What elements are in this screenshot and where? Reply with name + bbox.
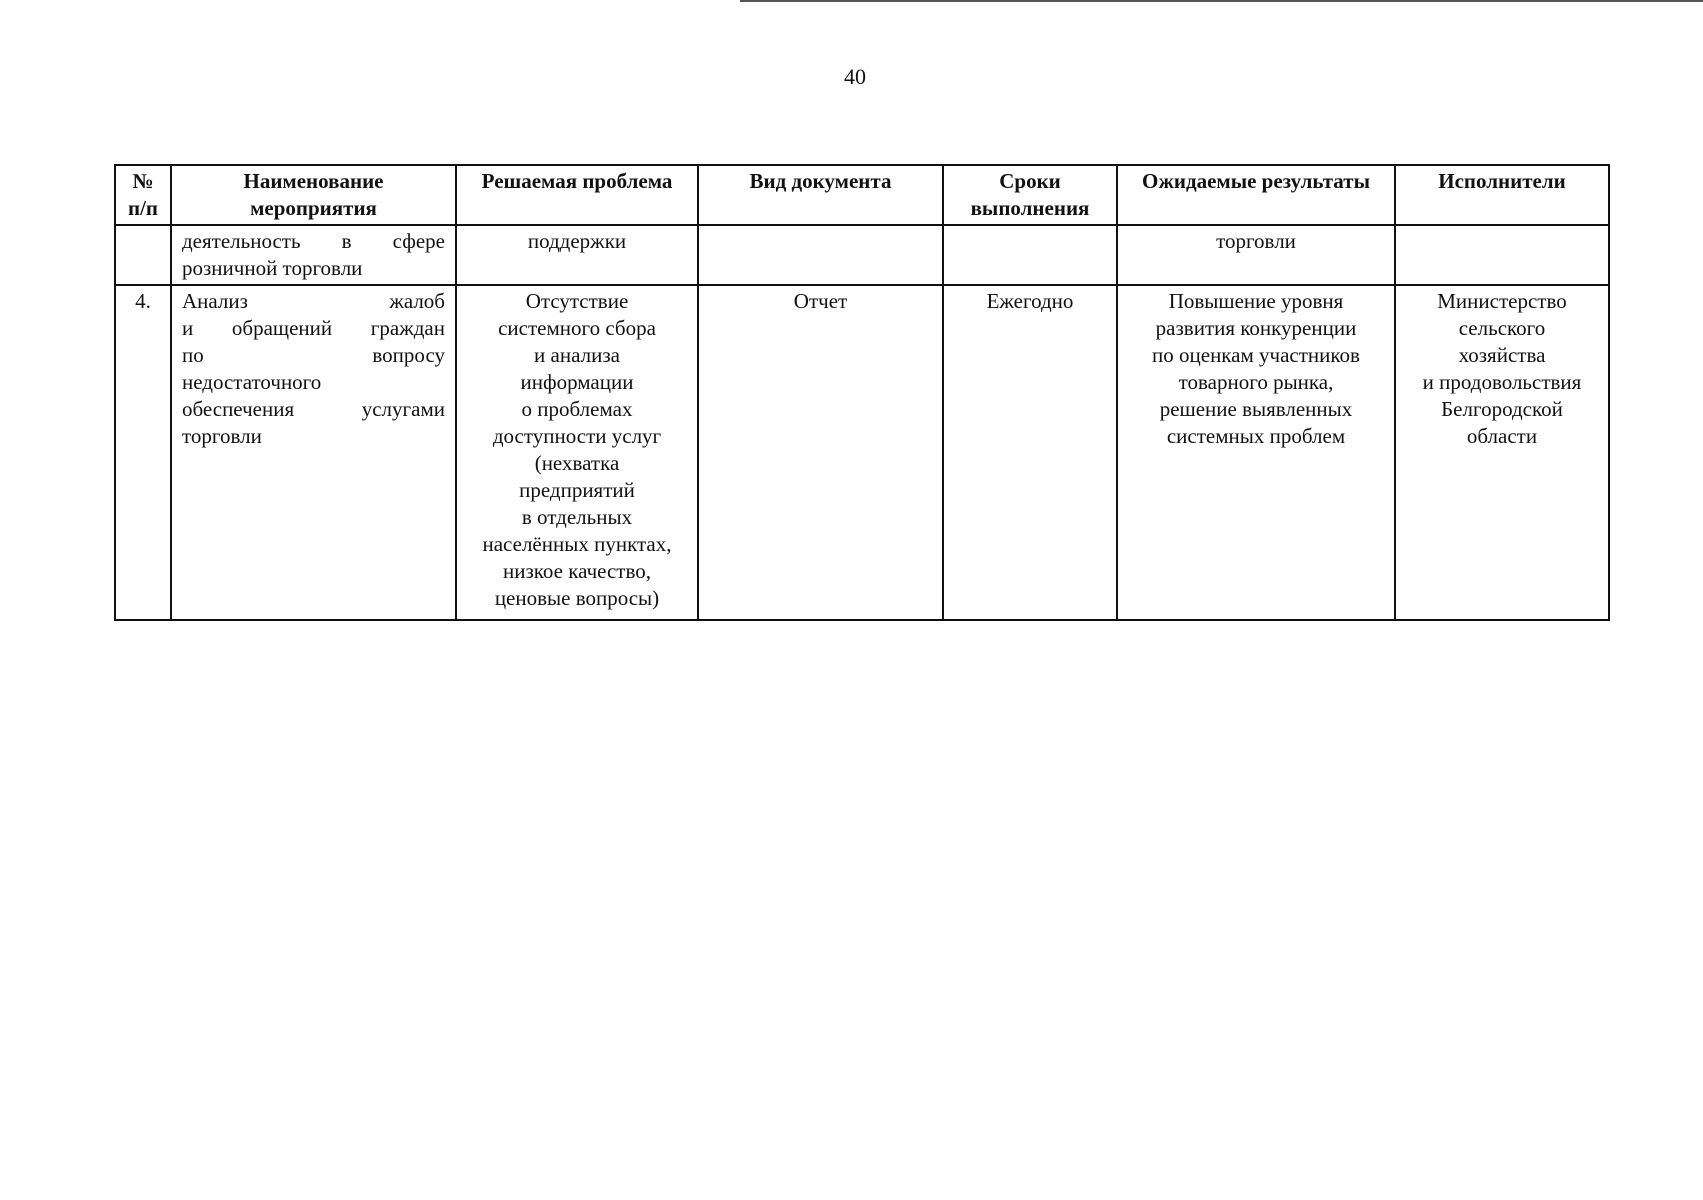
problem-line: ценовые вопросы) [494, 586, 660, 610]
event-line: Анализ жалоб [182, 289, 445, 313]
problem-line: о проблемах [521, 397, 633, 421]
deadline-cell [943, 225, 1117, 285]
activities-table [114, 164, 1610, 621]
header-number: № п/п [115, 165, 171, 225]
executors-cell [1395, 285, 1609, 620]
event-line: по вопросу [182, 343, 445, 367]
problem-line: в отдельных [521, 505, 633, 529]
deadline-cell: Ежегодно [943, 285, 1117, 620]
table-header-row [115, 165, 1609, 225]
table-row [115, 285, 1609, 620]
result-line: решение выявленных [1159, 397, 1353, 421]
executor-line: и продовольствия [1422, 370, 1582, 394]
problem-cell: поддержки [456, 225, 698, 285]
event-line: розничной торговли [182, 256, 363, 280]
top-edge-rule [740, 0, 1703, 2]
problem-line: Отсутствие [525, 289, 629, 313]
executor-line: Министерство [1437, 289, 1567, 313]
result-cell [1117, 285, 1395, 620]
problem-line: предприятий [519, 478, 635, 502]
event-line: недостаточного [182, 370, 322, 394]
header-document-type: Вид документа [698, 165, 943, 225]
problem-cell [456, 285, 698, 620]
problem-line: доступности услуг [492, 424, 662, 448]
problem-line: и анализа [534, 343, 620, 367]
problem-line: системного сбора [498, 316, 656, 340]
result-line: по оценкам участников [1152, 343, 1360, 367]
row-number-cell [115, 225, 171, 285]
result-cell: торговли [1117, 225, 1395, 285]
executor-line: сельского [1458, 316, 1546, 340]
result-line: Повышение уровня [1168, 289, 1344, 313]
executors-cell [1395, 225, 1609, 285]
result-line: развития конкуренции [1155, 316, 1357, 340]
header-executors: Исполнители [1395, 165, 1609, 225]
header-expected-results: Ожидаемые результаты [1117, 165, 1395, 225]
document-cell: Отчет [698, 285, 943, 620]
event-line: и обращений граждан [182, 316, 445, 340]
event-line: торговли [182, 424, 262, 448]
problem-line: низкое качество, [502, 559, 652, 583]
event-cell [171, 285, 456, 620]
table-row [115, 225, 1609, 285]
event-line: обеспечения услугами [182, 397, 445, 421]
executor-line: хозяйства [1458, 343, 1546, 367]
header-problem: Решаемая проблема [456, 165, 698, 225]
header-deadline: Сроки выполнения [943, 165, 1117, 225]
problem-line: информации [520, 370, 634, 394]
event-line: деятельность в сфере [182, 229, 445, 253]
row-number-cell: 4. [115, 285, 171, 620]
header-event-name: Наименование мероприятия [171, 165, 456, 225]
result-line: системных проблем [1166, 424, 1346, 448]
event-cell [171, 225, 456, 285]
executor-line: Белгородской [1441, 397, 1563, 421]
page-number: 40 [844, 64, 866, 89]
problem-line: (нехватка [534, 451, 620, 475]
executor-line: области [1466, 424, 1538, 448]
result-line: товарного рынка, [1178, 370, 1334, 394]
problem-line: населённых пунктах, [482, 532, 672, 556]
document-cell [698, 225, 943, 285]
